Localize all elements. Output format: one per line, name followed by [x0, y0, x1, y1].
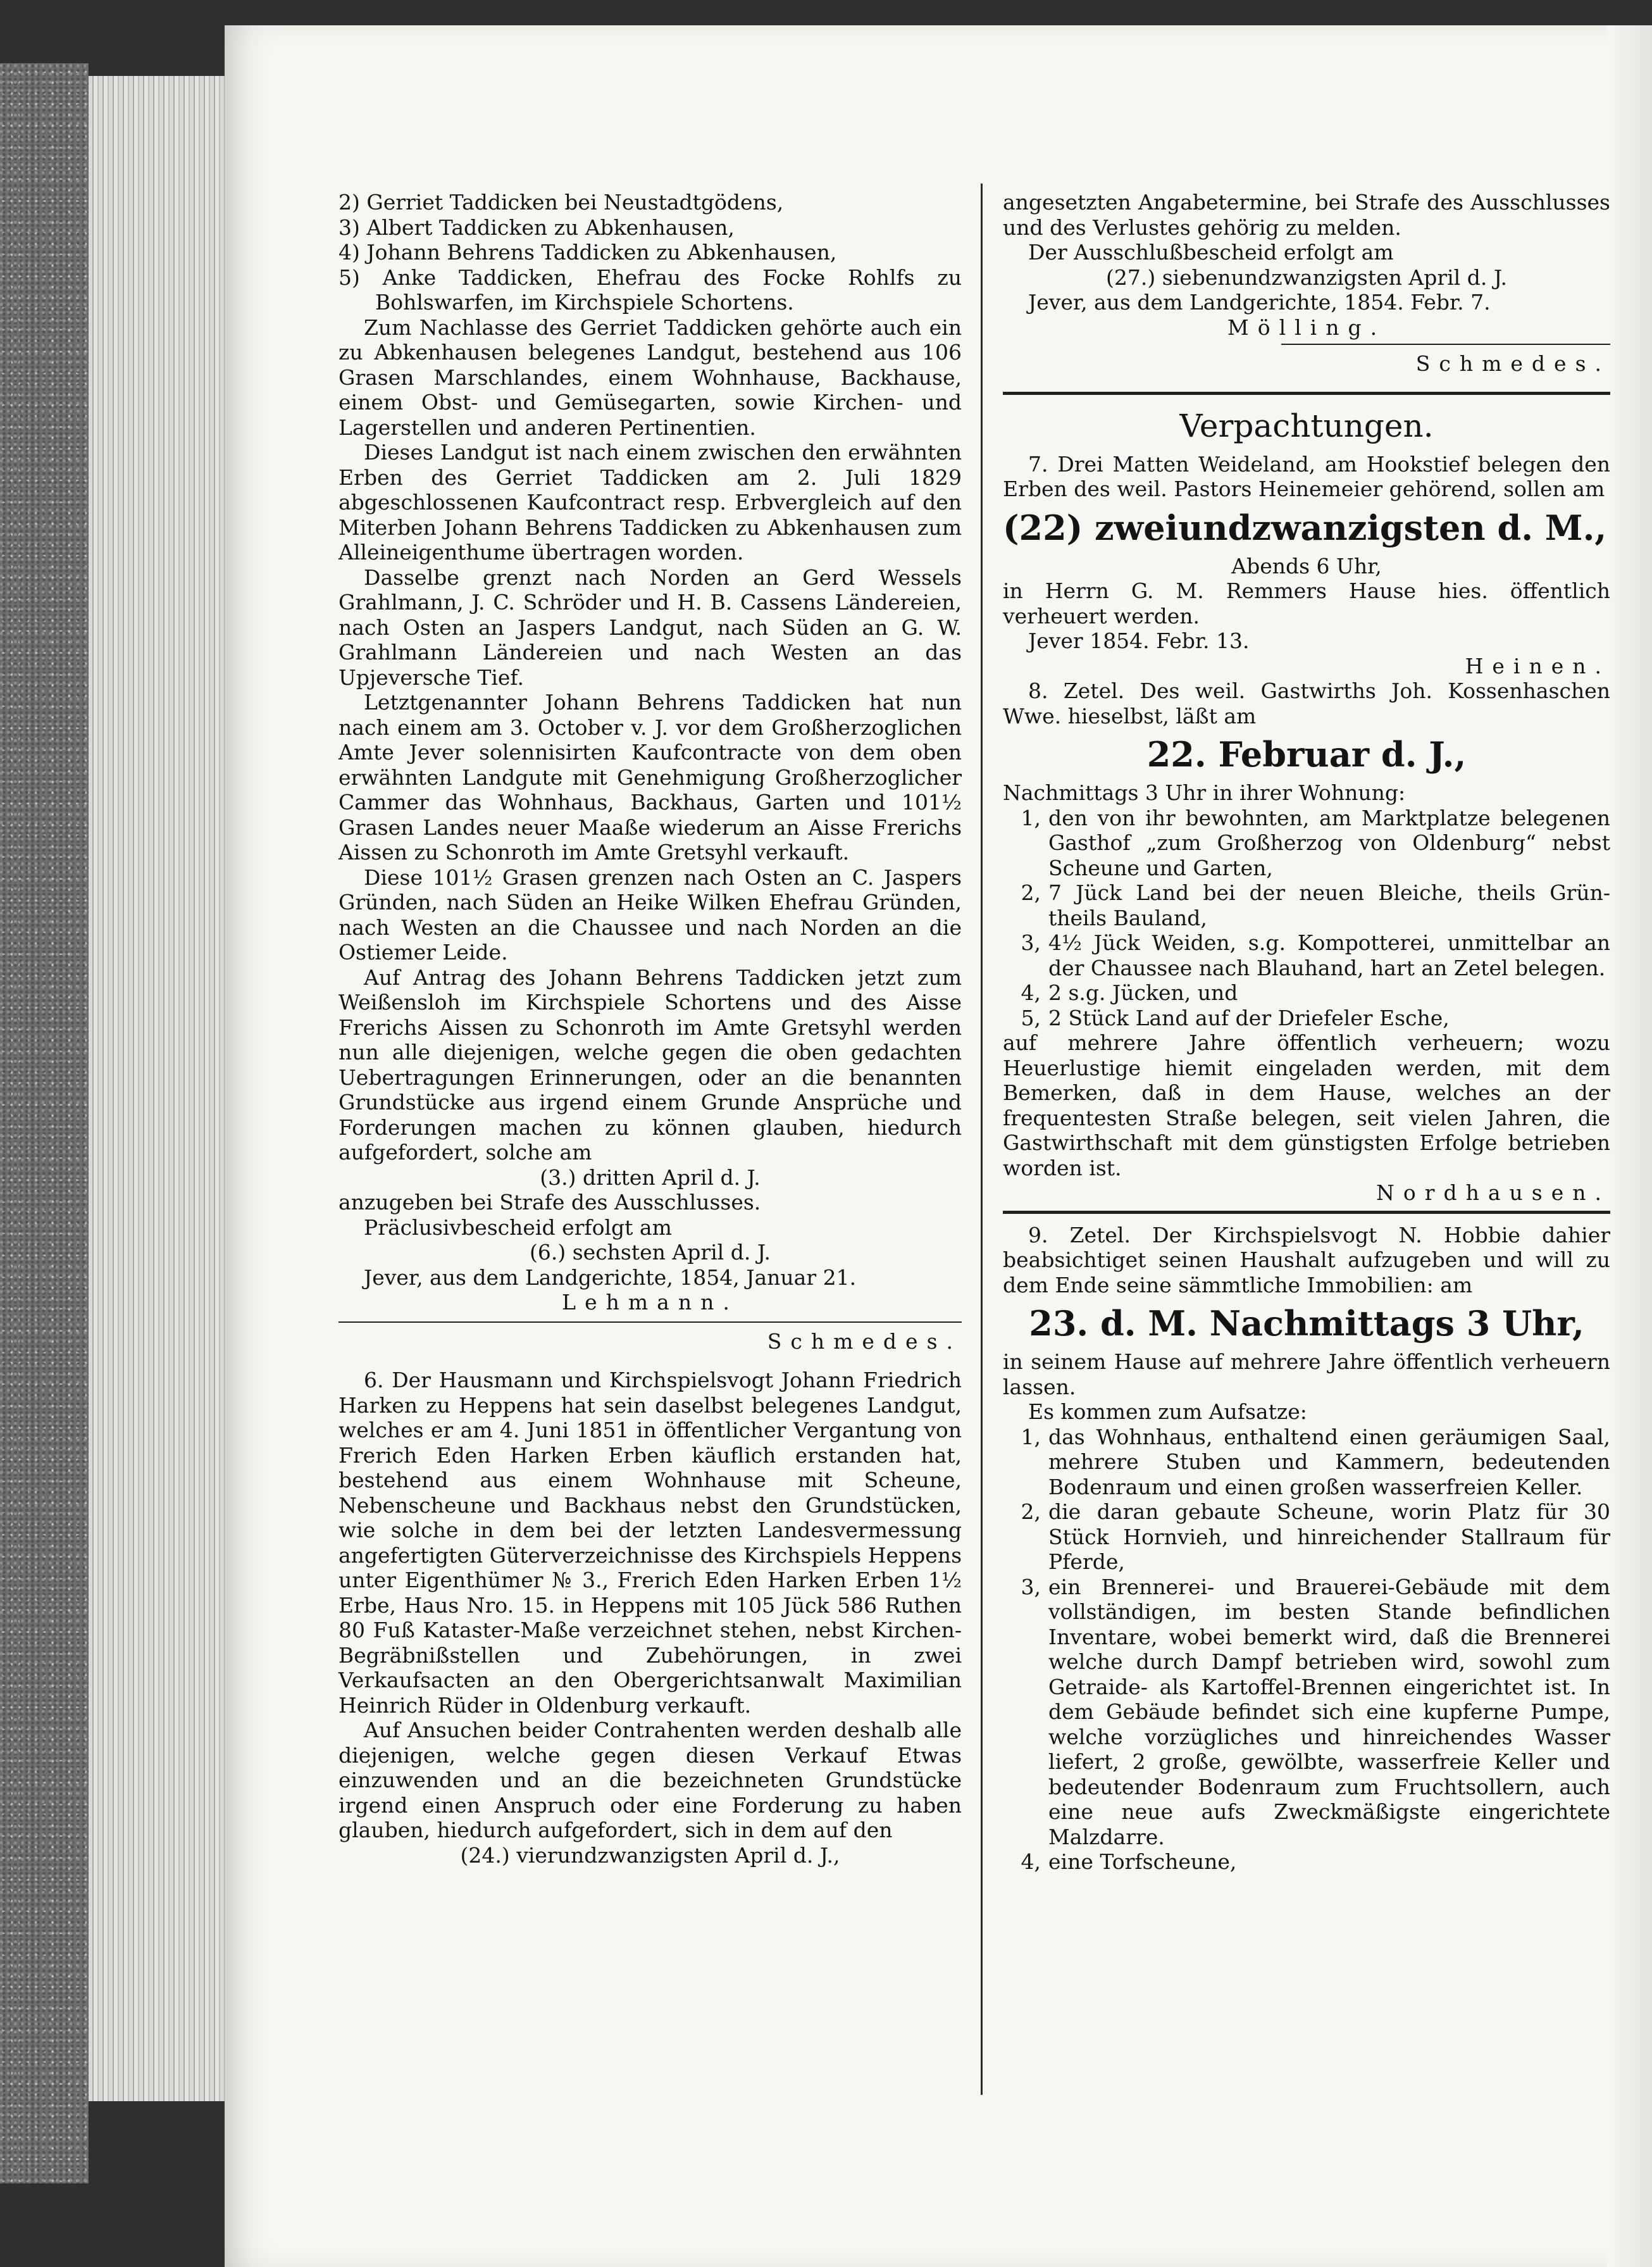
paragraph: Letztgenannter Johann Behrens Taddicken hat nun nach einem am 3. October v. J. vor dem Großherzoglichen Amte Jever solennisirten Kaufcontracte von dem oben erwähnten Landgute mit Genehmigung Großherzoglicher Cammer das Wohnhaus, Backhaus, Garten und 101½ Grasen Landes neuer Maaße wiederum an Aisse Frerichs Aissen zu Schonroth im Amte Gretsyhl verkauft.: [338, 690, 962, 865]
paragraph: in seinem Hause auf mehrere Jahre öffentlich verheuern lassen.: [1003, 1349, 1610, 1399]
list-item: 2, 7 Jück Land bei der neuen Bleiche, theils Grün- theils Bauland,: [1021, 880, 1610, 930]
right-column: [1003, 190, 1610, 1875]
place-date: Jever, aus dem Landgerichte, 1854, Januar 21.: [364, 1265, 857, 1290]
list-item: 3, ein Brennerei- und Brauerei-Gebäude mit dem vollständigen, im besten Stande befindlichen Inventare, wobei bemerkt wird, daß die Brennerei welche durch Dampf betrieben wird, sowohl zum Getraide- als Kartoffel-Brennen eingerichtet ist. In dem Gebäude befindet sich eine kupferne Pumpe, welche vorzügliches und hinreichendes Wasser liefert, 2 große, gewölbte, wasserfreie Keller und bedeutender Bodenraum zum Fruchtsollern, auch eine neue aufs Zweckmäßigste eingerichtete Malzdarre.: [1021, 1574, 1610, 1849]
rule: [1281, 344, 1610, 345]
list-item: 1, das Wohnhaus, enthaltend einen geräumigen Saal, mehrere Stuben und Kammern, bedeutenden Bodenraum und einen großen wasserfreien Keller.: [1021, 1424, 1610, 1499]
paragraph: Auf Antrag des Johann Behrens Taddicken jetzt zum Weißensloh im Kirchspiele Schortens und des Aisse Frerichs Aissen zu Schonroth im Amte Gretsyhl werden nun alle diejenigen, welche gegen die oben gedachten Uebertragungen Erinnerungen, oder an die benannten Grundstücke aus irgend einem Grunde Ansprüche und Forderungen machen zu können glauben, hiedurch aufgefordert, solche am: [338, 965, 962, 1165]
numbered-list: [1003, 806, 1610, 1031]
paragraph: angesetzten Angabetermine, bei Strafe des Ausschlusses und des Verlustes gehörig zu melden.: [1003, 190, 1610, 240]
time-line: Abends 6 Uhr,: [1231, 553, 1382, 578]
paragraph: 8. Zetel. Des weil. Gastwirths Joh. Kossenhaschen Wwe. hieselbst, läßt am: [1003, 678, 1610, 728]
date-line: (27.) siebenundzwanzigsten April d. J.: [1106, 265, 1507, 290]
section-rule: [1003, 1211, 1610, 1214]
signature: Nordhausen.: [1376, 1180, 1610, 1205]
paragraph: Auf Ansuchen beider Contrahenten werden deshalb alle diejenigen, welche gegen diesen Verkauf Etwas einzuwenden und an die bezeichneten Grundstücke irgend einen Anspruch oder eine Forderung zu haben glauben, hiedurch aufgefordert, sich in dem auf den: [338, 1718, 962, 1842]
list-item: 2) Gerriet Taddicken bei Neustadtgödens,: [338, 190, 784, 215]
text-line: Es kommen zum Aufsatze:: [1028, 1399, 1307, 1424]
text-line: Nachmittags 3 Uhr in ihrer Wohnung:: [1003, 780, 1406, 805]
text-line: anzugeben bei Strafe des Ausschlusses.: [338, 1190, 761, 1215]
list-item: 4, eine Torfscheune,: [1021, 1849, 1237, 1874]
numbered-list: [1003, 1425, 1610, 1875]
paragraph: 7. Drei Matten Weideland, am Hookstief belegen den Erben des weil. Pastors Heinemeier gehörend, sollen am: [1003, 451, 1610, 501]
rule: [338, 1321, 962, 1323]
date-line: (6.) sechsten April d. J.: [530, 1240, 771, 1265]
date-line: (24.) vierundzwanzigsten April d. J.,: [460, 1842, 840, 1868]
section-rule: [1003, 392, 1610, 395]
page-stack-edge: [89, 76, 225, 2101]
text-line: Der Ausschlußbescheid erfolgt am: [1028, 240, 1394, 265]
paragraph: Dasselbe grenzt nach Norden an Gerd Wessels Grahlmann, J. C. Schröder und H. B. Cassens Ländereien, nach Osten an Jaspers Landgut, nach Süden an G. W. Grahlmann Ländereien und nach Westen an das Upjeversche Tief.: [338, 565, 962, 690]
signature: Heinen.: [1465, 653, 1610, 678]
signature: Mölling.: [1227, 315, 1386, 340]
list-item: 3) Albert Taddicken zu Abkenhausen,: [338, 215, 735, 240]
headline-date: 23. d. M. Nachmittags 3 Uhr,: [1029, 1303, 1584, 1344]
left-column: [338, 190, 962, 1868]
place-date: Jever 1854. Febr. 13.: [1028, 628, 1250, 653]
paragraph: Diese 101½ Grasen grenzen nach Osten an C. Jaspers Gründen, nach Süden an Heike Wilken Ehefrau Gründen, nach Westen an die Chaussee und nach Norden an die Ostiemer Leide.: [338, 865, 962, 965]
list-item: 2, die daran gebaute Scheune, worin Platz für 30 Stück Hornvieh, und hinreichender Stallraum für Pferde,: [1021, 1499, 1610, 1574]
place-date: Jever, aus dem Landgerichte, 1854. Febr. 7.: [1028, 290, 1491, 315]
paragraph: Zum Nachlasse des Gerriet Taddicken gehörte auch ein zu Abkenhausen belegenes Landgut, bestehend aus 106 Grasen Marschlandes, einem Wohnhause, Backhause, einem Obst- und Gemüsegarten, sowie Kirchen- und Lagerstellen und anderen Pertinentien.: [338, 315, 962, 440]
text-line: Präclusivbescheid erfolgt am: [364, 1215, 672, 1240]
signature: Lehmann.: [562, 1290, 738, 1315]
paragraph: Dieses Landgut ist nach einem zwischen den erwähnten Erben des Gerriet Taddicken am 2. Juli 1829 abgeschlossenen Kaufcontract resp. Erbvergleich auf den Miterben Johann Behrens Taddicken zu Abkenhausen zum Alleineigenthume übertragen worden.: [338, 440, 962, 565]
headline-date: (22) zweiundzwanzigsten d. M.,: [1003, 507, 1607, 548]
column-rule: [981, 184, 983, 2095]
paragraph: 6. Der Hausmann und Kirchspielsvogt Johann Friedrich Harken zu Heppens hat sein daselbst belegenes Landgut, welches er am 4. Juni 1851 in öffentlicher Vergantung von Frerich Eden Harken Erben käuflich erstanden hat, bestehend aus einem Wohnhause mit Scheune, Nebenscheune und Backhaus nebst den Grundstücken, wie solche in dem bei der letzten Landesvermessung angefertigten Güterverzeichnisse des Kirchspiels Heppens unter Eigenthümer № 3., Frerich Eden Harken Erben 1½ Erbe, Haus Nro. 15. in Heppens mit 105 Jück 586 Ruthen 80 Fuß Kataster-Maße verzeichnet stehen, nebst Kirchen-Begräbnißstellen und Zubehörungen, in zwei Verkaufsacten an den Obergerichtsanwalt Maximilian Heinrich Rüder in Oldenburg verkauft.: [338, 1368, 962, 1718]
headline-date: 22. Februar d. J.,: [1146, 734, 1467, 775]
list-item: 5) Anke Taddicken, Ehefrau des Focke Rohlfs zu Bohlswarfen, im Kirchspiele Schortens.: [338, 265, 962, 315]
paragraph: in Herrn G. M. Remmers Hause hies. öffentlich verheuert werden.: [1003, 578, 1610, 628]
date-line: (3.) dritten April d. J.: [540, 1165, 761, 1190]
list-item: 5, 2 Stück Land auf der Driefeler Esche,: [1021, 1005, 1450, 1030]
signature: Schmedes.: [767, 1328, 962, 1354]
list-item: 1, den von ihr bewohnten, am Marktplatze belegenen Gasthof „zum Großherzog von Oldenburg“ nebst Scheune und Garten,: [1021, 805, 1610, 880]
marbled-book-edge: [0, 63, 89, 2183]
page-right-edge: [1607, 25, 1652, 2267]
signature: Schmedes.: [1415, 351, 1610, 376]
list-item: 3, 4½ Jück Weiden, s.g. Kompotterei, unmittelbar an der Chaussee nach Blauhand, hart an Zetel belegen.: [1021, 930, 1610, 980]
list-item: 4) Johann Behrens Taddicken zu Abkenhausen,: [338, 240, 837, 265]
section-heading: Verpachtungen.: [1179, 407, 1434, 444]
list-item: 4, 2 s.g. Jücken, und: [1021, 980, 1238, 1005]
paragraph: auf mehrere Jahre öffentlich verheuern; wozu Heuerlustige hiemit eingeladen werden, mit dem Bemerken, daß in dem Hause, welches an der frequentesten Straße belegen, seit vielen Jahren, die Gastwirthschaft mit dem günstigsten Erfolge betrieben worden ist.: [1003, 1030, 1610, 1180]
paragraph: 9. Zetel. Der Kirchspielsvogt N. Hobbie dahier beabsichtiget seinen Haushalt aufzugeben und will zu dem Ende seine sämmtliche Immobilien: am: [1003, 1222, 1610, 1297]
